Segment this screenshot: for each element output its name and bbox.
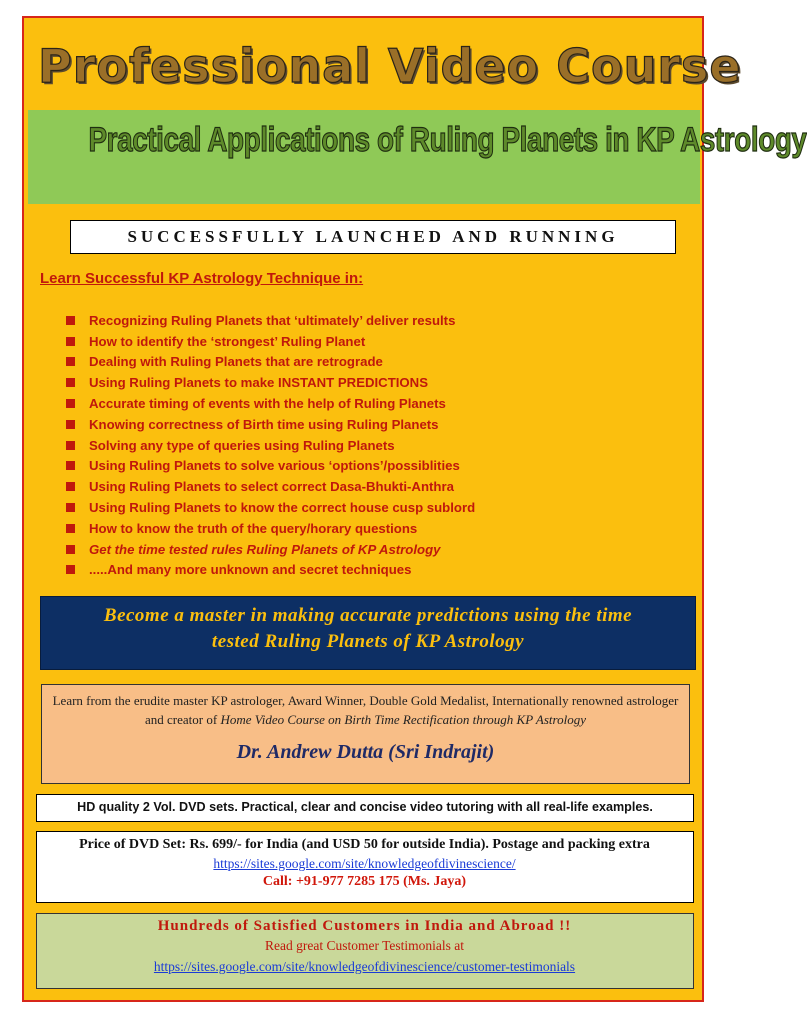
- author-name: Dr. Andrew Dutta (Sri Indrajit): [236, 741, 495, 763]
- bullet-square-icon: [66, 545, 75, 554]
- testimonials-text: Read great Customer Testimonials at: [264, 938, 464, 953]
- bullet-square-icon: [66, 524, 75, 533]
- subtitle-band: [28, 110, 807, 204]
- course-subtitle: Practical Applications of Ruling Planets in KP Astrology: [88, 121, 807, 159]
- testimonials-link[interactable]: https://sites.google.com/site/knowledgeofdivinescience/customer-testimonials: [153, 959, 576, 974]
- bullet-square-icon: [66, 420, 75, 429]
- list-item: Accurate timing of events with the help of Ruling Planets: [66, 393, 475, 414]
- author-description-text: Learn from the erudite master KP astrologer, Award Winner, Double Gold Medalist, Internationally renowned astrologer and creator of: [52, 693, 679, 727]
- bullet-square-icon: [66, 357, 75, 366]
- master-line-2: tested Ruling Planets of KP Astrology: [211, 631, 525, 652]
- launch-status-banner: SUCCESSFULLY LAUNCHED AND RUNNING: [70, 220, 676, 254]
- bullet-square-icon: [66, 503, 75, 512]
- bullet-square-icon: [66, 316, 75, 325]
- author-description: [52, 691, 679, 729]
- list-item: Solving any type of queries using Ruling Planets: [66, 435, 475, 456]
- list-item: Dealing with Ruling Planets that are retrograde: [66, 352, 475, 373]
- master-banner: [40, 596, 696, 670]
- price-text: Price of DVD Set: Rs. 699/- for India (and USD 50 for outside India). Postage and packing extra: [79, 837, 650, 852]
- bullet-square-icon: [66, 399, 75, 408]
- list-item: Using Ruling Planets to make INSTANT PREDICTIONS: [66, 372, 475, 393]
- price-box: [36, 831, 694, 903]
- bullet-square-icon: [66, 441, 75, 450]
- master-banner-text: [51, 603, 685, 655]
- testimonials-box: [36, 913, 694, 989]
- list-item: Get the time tested rules Ruling Planets of KP Astrology: [66, 539, 475, 560]
- list-item: .....And many more unknown and secret techniques: [66, 560, 475, 581]
- bullet-square-icon: [66, 461, 75, 470]
- list-item: Using Ruling Planets to know the correct house cusp sublord: [66, 497, 475, 518]
- website-link[interactable]: https://sites.google.com/site/knowledgeofdivinescience/: [213, 856, 516, 871]
- list-item: Using Ruling Planets to solve various ‘options’/possiblities: [66, 456, 475, 477]
- topics-list: [66, 310, 475, 580]
- course-reference: Home Video Course on Birth Time Rectification through KP Astrology: [220, 712, 586, 727]
- bullet-square-icon: [66, 378, 75, 387]
- bullet-square-icon: [66, 482, 75, 491]
- course-title: Professional Video Course: [38, 39, 742, 93]
- learn-heading: Learn Successful KP Astrology Technique in:: [40, 270, 364, 287]
- bullet-square-icon: [66, 337, 75, 346]
- master-line-1: Become a master in making accurate predictions using the time: [103, 605, 633, 626]
- flyer-frame: [22, 16, 807, 1002]
- list-item: Recognizing Ruling Planets that ‘ultimately’ deliver results: [66, 310, 475, 331]
- call-text: Call: +91-977 7285 175 (Ms. Jaya): [262, 874, 467, 889]
- bullet-square-icon: [66, 565, 75, 574]
- customers-headline: Hundreds of Satisfied Customers in India and Abroad !!: [157, 918, 572, 934]
- list-item: How to identify the ‘strongest’ Ruling Planet: [66, 331, 475, 352]
- list-item: Using Ruling Planets to select correct Dasa-Bhukti-Anthra: [66, 476, 475, 497]
- list-item: How to know the truth of the query/horary questions: [66, 518, 475, 539]
- author-box: [41, 684, 690, 784]
- list-item: Knowing correctness of Birth time using Ruling Planets: [66, 414, 475, 435]
- dvd-info-box: HD quality 2 Vol. DVD sets. Practical, clear and concise video tutoring with all real-life examples.: [36, 794, 694, 822]
